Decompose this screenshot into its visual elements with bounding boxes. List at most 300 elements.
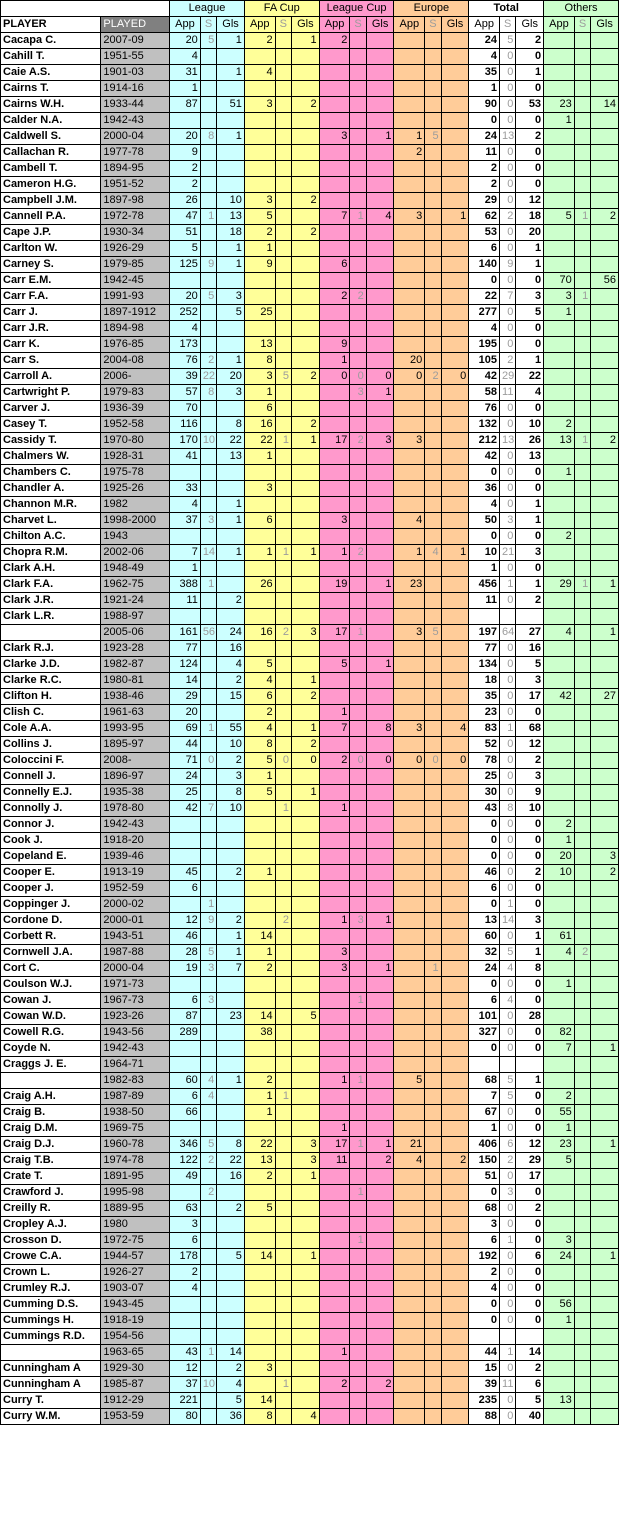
player-name: Cordone D. [1,913,101,929]
total-s: 0 [500,1393,516,1409]
league-s: 5 [200,1137,216,1153]
total-app: 0 [469,1297,500,1313]
fa-cup-gls [291,1217,319,1233]
total-app: 35 [469,689,500,705]
total-app: 197 [469,625,500,641]
total-app: 67 [469,1105,500,1121]
europe-s [425,433,441,449]
europe-app [394,1089,425,1105]
total-s: 0 [500,769,516,785]
played-years: 1935-38 [101,785,170,801]
europe-s [425,929,441,945]
league-cup-s [350,577,366,593]
total-s: 0 [500,193,516,209]
europe-gls [441,273,469,289]
others-s [574,449,590,465]
league-cup-s: 0 [350,753,366,769]
europe-app [394,49,425,65]
table-row [1,497,619,513]
others-gls [591,833,619,849]
others-gls: 2 [591,865,619,881]
total-app: 13 [469,913,500,929]
others-app: 4 [544,625,575,641]
league-cup-s [350,561,366,577]
league-cup-s [350,737,366,753]
league-cup-app: 17 [319,1137,350,1153]
table-row [1,385,619,401]
league-app: 66 [170,1105,201,1121]
others-gls: 1 [591,1041,619,1057]
fa-cup-app [244,273,275,289]
fa-cup-gls [291,641,319,657]
others-gls [591,417,619,433]
others-gls [591,945,619,961]
player-name: Cummings H. [1,1313,101,1329]
league-s [200,417,216,433]
europe-s [425,1057,441,1073]
total-gls: 0 [516,337,544,353]
fa-cup-app: 2 [244,225,275,241]
league-cup-app: 1 [319,1345,350,1361]
fa-cup-s: 0 [275,753,291,769]
league-cup-app [319,97,350,113]
fa-cup-gls [291,289,319,305]
others-s [574,737,590,753]
fa-cup-app [244,1265,275,1281]
league-s [200,161,216,177]
league-gls: 51 [217,97,245,113]
others-gls [591,449,619,465]
table-row [1,81,619,97]
total-gls: 1 [516,497,544,513]
fa-cup-app [244,1345,275,1361]
league-gls [217,1057,245,1073]
league-gls: 13 [217,209,245,225]
player-name: Connolly J. [1,801,101,817]
total-app: 88 [469,1409,500,1425]
table-row [1,625,619,641]
total-s: 0 [500,177,516,193]
total-app: 24 [469,129,500,145]
league-cup-gls [366,449,394,465]
fa-cup-s [275,1329,291,1345]
others-s [574,465,590,481]
fa-cup-s [275,881,291,897]
total-app: 0 [469,113,500,129]
total-gls: 0 [516,273,544,289]
europe-s [425,401,441,417]
league-cup-gls [366,1345,394,1361]
others-app: 70 [544,273,575,289]
league-app: 388 [170,577,201,593]
played-years: 2000-04 [101,961,170,977]
europe-app: 1 [394,129,425,145]
others-gls [591,305,619,321]
league-cup-s [350,817,366,833]
europe-gls [441,417,469,433]
league-gls [217,1185,245,1201]
total-s: 0 [500,641,516,657]
league-gls [217,1121,245,1137]
player-name: Carr F.A. [1,289,101,305]
league-cup-gls: 1 [366,385,394,401]
league-cup-s [350,353,366,369]
league-app: 31 [170,65,201,81]
header-fa-cup-app: App [244,17,275,33]
others-gls [591,977,619,993]
table-row [1,305,619,321]
total-gls: 26 [516,433,544,449]
fa-cup-gls [291,577,319,593]
league-s [200,97,216,113]
europe-gls [441,801,469,817]
league-app: 6 [170,993,201,1009]
league-cup-gls [366,145,394,161]
europe-app [394,1009,425,1025]
fa-cup-gls [291,705,319,721]
table-row [1,145,619,161]
fa-cup-s [275,1297,291,1313]
fa-cup-app: 16 [244,625,275,641]
europe-s [425,481,441,497]
others-app [544,257,575,273]
fa-cup-s [275,1105,291,1121]
league-cup-gls [366,273,394,289]
fa-cup-s [275,241,291,257]
league-gls [217,273,245,289]
others-app [544,545,575,561]
others-s [574,177,590,193]
total-app: 39 [469,1377,500,1393]
played-years: 2006- [101,369,170,385]
player-name: Carr J.R. [1,321,101,337]
league-cup-app: 19 [319,577,350,593]
league-gls [217,529,245,545]
europe-gls [441,81,469,97]
others-gls [591,721,619,737]
total-gls: 8 [516,961,544,977]
europe-gls [441,1265,469,1281]
others-gls [591,289,619,305]
league-cup-s [350,801,366,817]
header-league-gls: Gls [217,17,245,33]
league-app: 4 [170,497,201,513]
europe-gls [441,1281,469,1297]
europe-gls [441,673,469,689]
fa-cup-gls: 1 [291,1169,319,1185]
fa-cup-app: 2 [244,1169,275,1185]
played-years: 1952-59 [101,881,170,897]
fa-cup-s [275,641,291,657]
player-name: Chandler A. [1,481,101,497]
europe-app [394,609,425,625]
league-cup-gls [366,929,394,945]
player-name: Carver J. [1,401,101,417]
player-name: Crate T. [1,1169,101,1185]
league-cup-gls: 0 [366,753,394,769]
others-app: 61 [544,929,575,945]
league-app: 80 [170,1409,201,1425]
fa-cup-app [244,849,275,865]
table-row [1,1153,619,1169]
others-s [574,97,590,113]
league-gls: 18 [217,225,245,241]
played-years: 1988-97 [101,609,170,625]
league-cup-app: 6 [319,257,350,273]
league-s [200,273,216,289]
played-years: 1979-85 [101,257,170,273]
others-s [574,865,590,881]
league-cup-s [350,33,366,49]
league-cup-app [319,769,350,785]
league-cup-gls: 2 [366,1377,394,1393]
total-gls: 29 [516,1153,544,1169]
fa-cup-gls [291,993,319,1009]
others-app [544,337,575,353]
league-cup-s [350,769,366,785]
total-s [500,1329,516,1345]
europe-gls [441,593,469,609]
total-app: 32 [469,945,500,961]
total-s: 0 [500,881,516,897]
total-s: 0 [500,929,516,945]
table-row [1,49,619,65]
table-row [1,1121,619,1137]
played-years: 1951-52 [101,177,170,193]
europe-gls [441,1409,469,1425]
league-cup-app [319,273,350,289]
played-years: 1921-24 [101,593,170,609]
europe-gls [441,1105,469,1121]
total-gls: 53 [516,97,544,113]
europe-gls [441,353,469,369]
table-row [1,417,619,433]
europe-app [394,1025,425,1041]
others-app [544,753,575,769]
fa-cup-app [244,49,275,65]
league-app: 6 [170,1233,201,1249]
table-row [1,817,619,833]
group-europe: Europe [394,1,469,17]
league-gls: 1 [217,929,245,945]
league-app: 63 [170,1201,201,1217]
total-gls: 5 [516,657,544,673]
others-app [544,177,575,193]
league-cup-gls [366,1089,394,1105]
league-gls: 23 [217,1009,245,1025]
total-gls: 2 [516,865,544,881]
europe-s: 5 [425,625,441,641]
fa-cup-app: 16 [244,417,275,433]
fa-cup-app: 4 [244,65,275,81]
fa-cup-gls [291,881,319,897]
fa-cup-s [275,289,291,305]
others-s [574,609,590,625]
league-gls: 14 [217,1345,245,1361]
fa-cup-gls [291,1313,319,1329]
fa-cup-app: 2 [244,705,275,721]
europe-s [425,673,441,689]
league-s [200,1265,216,1281]
league-gls [217,833,245,849]
league-cup-gls: 4 [366,209,394,225]
fa-cup-s [275,401,291,417]
total-gls: 10 [516,801,544,817]
league-cup-s [350,1313,366,1329]
europe-app [394,1409,425,1425]
league-app: 20 [170,289,201,305]
league-s [200,689,216,705]
league-cup-s [350,321,366,337]
league-gls: 8 [217,417,245,433]
league-cup-s [350,705,366,721]
table-row [1,881,619,897]
player-name: Carlton W. [1,241,101,257]
league-cup-s: 3 [350,913,366,929]
header-fa-cup-gls: Gls [291,17,319,33]
fa-cup-gls: 2 [291,417,319,433]
fa-cup-s [275,1185,291,1201]
europe-gls [441,849,469,865]
total-gls: 5 [516,305,544,321]
player-name: Curry T. [1,1393,101,1409]
europe-s [425,1329,441,1345]
total-gls: 17 [516,1169,544,1185]
europe-gls [441,561,469,577]
others-app [544,1377,575,1393]
total-s: 4 [500,961,516,977]
others-gls [591,161,619,177]
others-gls [591,225,619,241]
europe-gls [441,49,469,65]
fa-cup-app: 1 [244,449,275,465]
fa-cup-s [275,561,291,577]
league-cup-app [319,49,350,65]
played-years: 1977-78 [101,145,170,161]
league-cup-app [319,1169,350,1185]
fa-cup-gls [291,81,319,97]
total-s: 0 [500,481,516,497]
league-app: 70 [170,401,201,417]
league-app [170,817,201,833]
table-row [1,241,619,257]
fa-cup-app [244,1233,275,1249]
europe-app [394,1233,425,1249]
total-s: 0 [500,401,516,417]
played-years: 2000-02 [101,897,170,913]
europe-s [425,977,441,993]
fa-cup-app [244,977,275,993]
fa-cup-app: 38 [244,1025,275,1041]
europe-gls [441,993,469,1009]
table-row [1,1041,619,1057]
league-s [200,113,216,129]
player-name: Craig B. [1,1105,101,1121]
league-cup-app [319,1409,350,1425]
others-gls [591,1361,619,1377]
europe-app [394,193,425,209]
league-s [200,1009,216,1025]
fa-cup-gls [291,337,319,353]
total-s: 0 [500,705,516,721]
total-s: 13 [500,129,516,145]
league-cup-app [319,241,350,257]
league-gls: 3 [217,385,245,401]
others-app [544,81,575,97]
europe-app [394,1265,425,1281]
league-gls [217,897,245,913]
total-app: 0 [469,529,500,545]
header-blank [1,1,170,17]
league-gls: 4 [217,657,245,673]
league-cup-app: 1 [319,705,350,721]
total-app: 15 [469,1361,500,1377]
league-gls [217,609,245,625]
fa-cup-s [275,33,291,49]
europe-s [425,561,441,577]
fa-cup-s [275,1073,291,1089]
fa-cup-gls: 1 [291,785,319,801]
total-app: 277 [469,305,500,321]
player-name: Clarke J.D. [1,657,101,673]
table-row [1,897,619,913]
table-row [1,209,619,225]
others-app [544,721,575,737]
others-gls [591,481,619,497]
others-s [574,129,590,145]
league-cup-s [350,1009,366,1025]
europe-s [425,1233,441,1249]
league-s: 56 [200,625,216,641]
europe-gls [441,945,469,961]
fa-cup-app [244,801,275,817]
fa-cup-s [275,1233,291,1249]
league-cup-app [319,561,350,577]
played-years: 1913-19 [101,865,170,881]
fa-cup-s [275,1025,291,1041]
total-app: 25 [469,769,500,785]
total-app: 77 [469,641,500,657]
league-app: 28 [170,945,201,961]
fa-cup-app: 8 [244,353,275,369]
total-app: 51 [469,1169,500,1185]
total-gls: 18 [516,209,544,225]
europe-s [425,497,441,513]
others-gls [591,961,619,977]
europe-app [394,785,425,801]
europe-gls [441,465,469,481]
league-cup-app: 2 [319,753,350,769]
fa-cup-s [275,1137,291,1153]
league-app [170,529,201,545]
league-cup-gls [366,945,394,961]
others-app [544,1201,575,1217]
europe-s [425,609,441,625]
league-s [200,1057,216,1073]
total-app: 140 [469,257,500,273]
fa-cup-app: 2 [244,33,275,49]
league-gls [217,401,245,417]
fa-cup-s [275,785,291,801]
europe-gls [441,305,469,321]
league-gls [217,1105,245,1121]
league-cup-gls: 1 [366,657,394,673]
fa-cup-s [275,113,291,129]
league-app: 60 [170,1073,201,1089]
fa-cup-app [244,529,275,545]
league-cup-gls [366,689,394,705]
player-name: Cole A.A. [1,721,101,737]
